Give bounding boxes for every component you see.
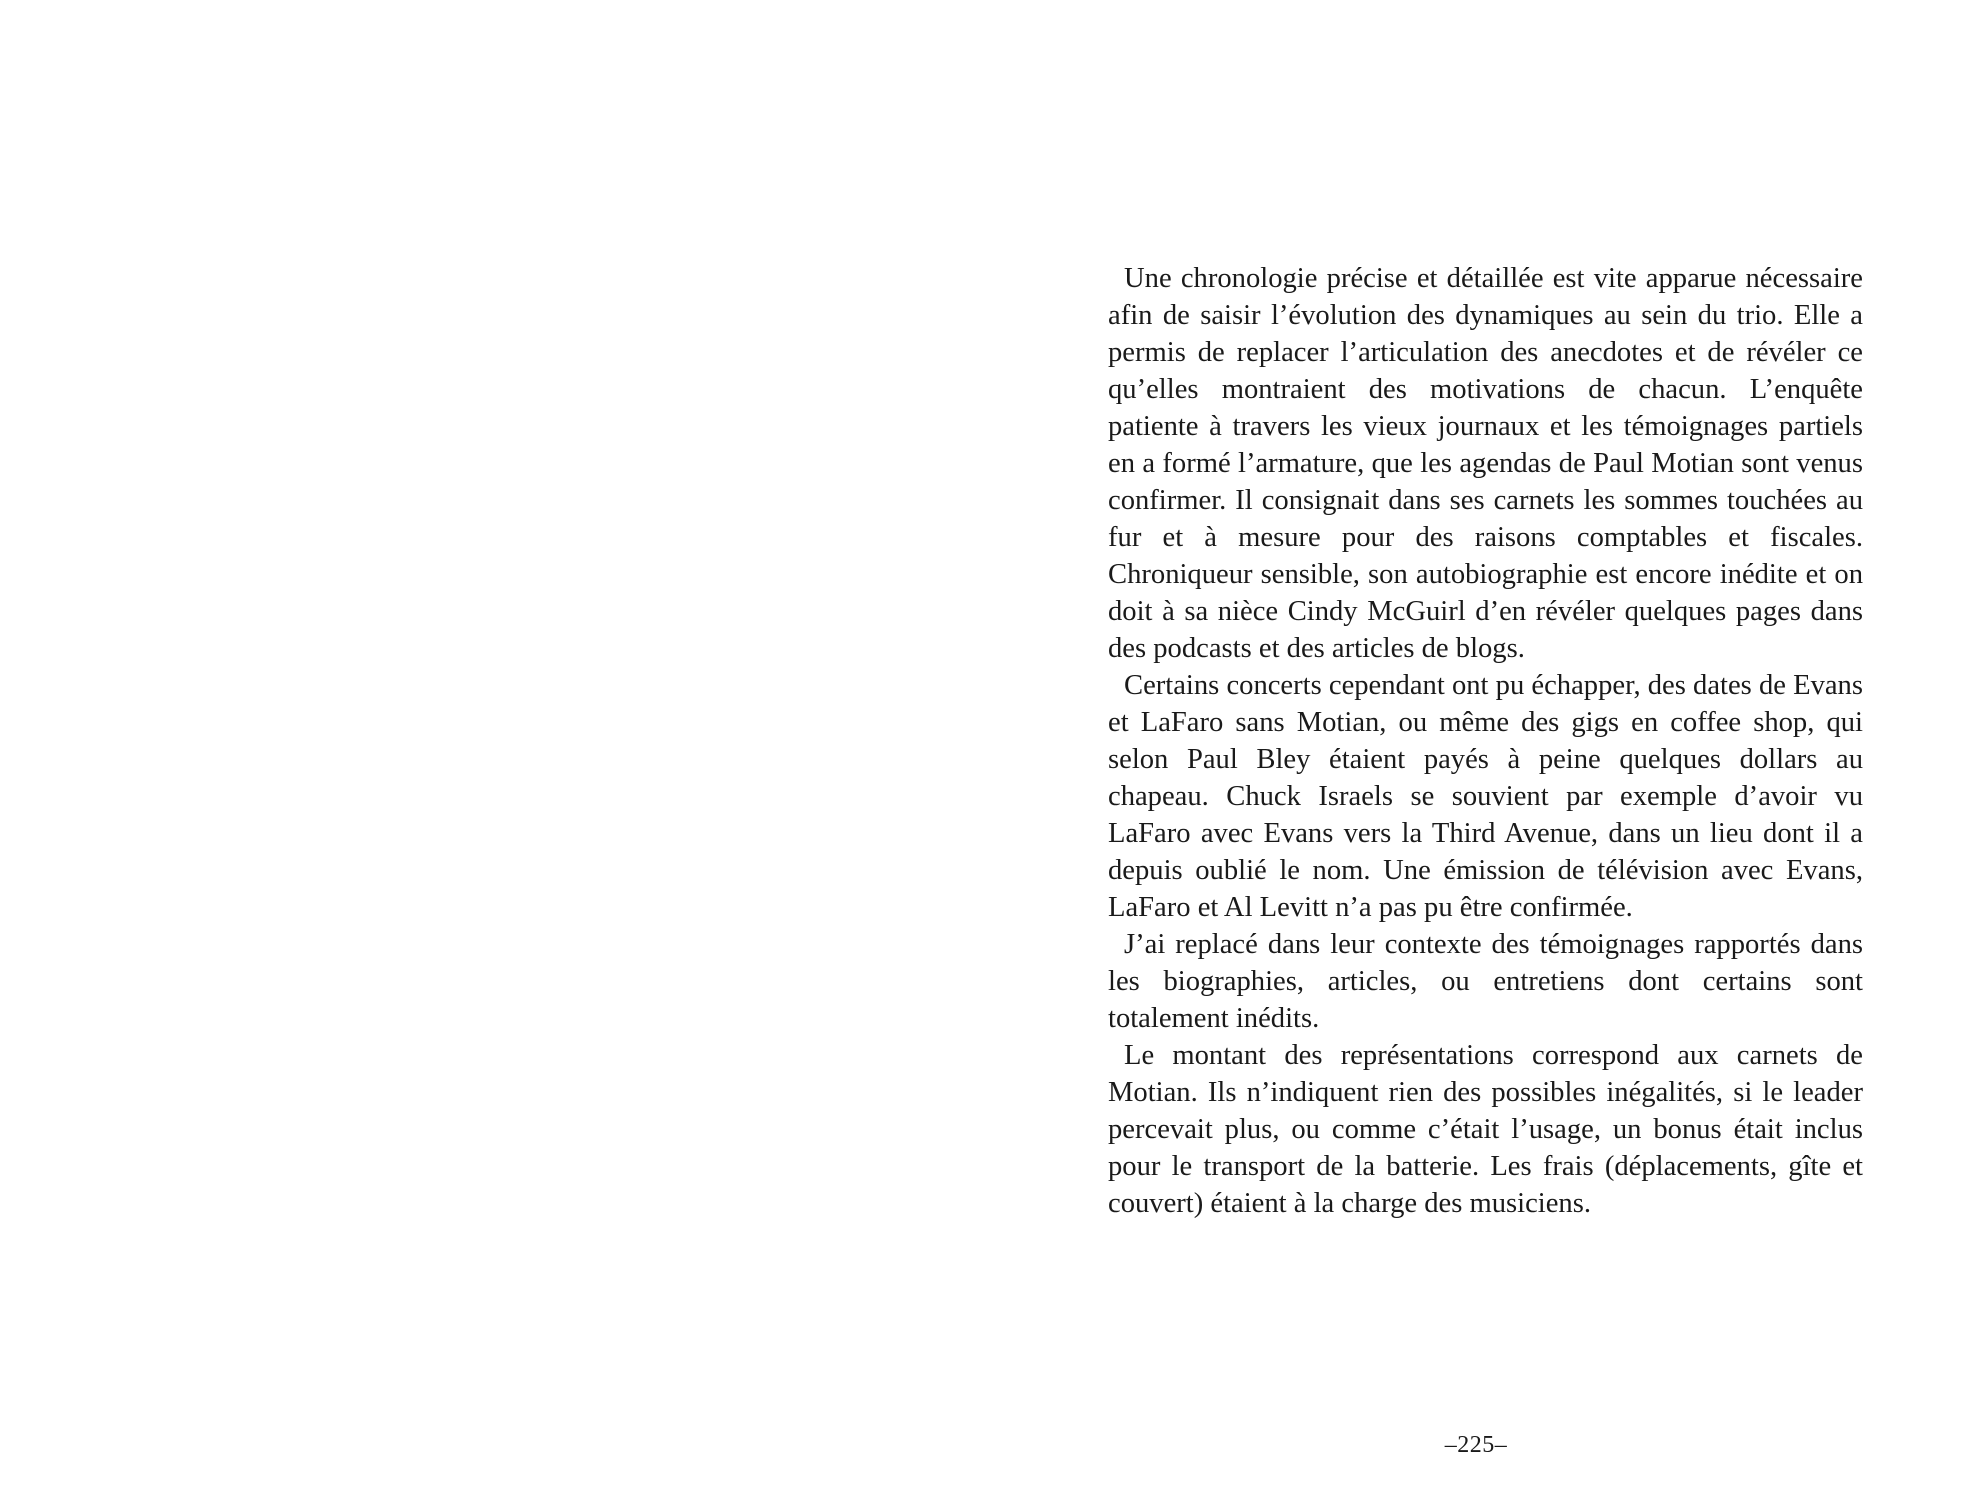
right-page [984, 0, 1968, 1496]
paragraph-3: J’ai replacé dans leur contexte des témoignages rapportés dans les biographies, articles, ou entretiens dont certains sont totalement inédits. [1108, 929, 1863, 1034]
paragraph-1: Une chronologie précise et détaillée est vite apparue nécessaire afin de saisir l’évolution des dynamiques au sein du trio. Elle a permis de replacer l’articulation des anecdotes et de révéler ce qu’elles montraient des motivations de chacun. L’enquête patiente à travers les vieux journaux et les témoignages partiels en a formé l’armature, que les agendas de Paul Motian sont venus confirmer. Il consignait dans ses carnets les sommes touchées au fur et à mesure pour des raisons comptables et fiscales. Chroniqueur sensible, son autobiographie est encore inédite et on doit à sa nièce Cindy McGuirl d’en révéler quelques pages dans des podcasts et des articles de blogs. [1108, 263, 1863, 664]
body-text [1108, 260, 1863, 1222]
paragraph-4: Le montant des représentations correspond aux carnets de Motian. Ils n’indiquent rien des possibles inégalités, si le leader percevait plus, ou comme c’était l’usage, un bonus était inclus pour le transport de la batterie. Les frais (déplacements, gîte et couvert) étaient à la charge des musiciens. [1108, 1040, 1863, 1219]
page-number: –225– [1444, 1432, 1508, 1458]
paragraph-2: Certains concerts cependant ont pu échapper, des dates de Evans et LaFaro sans Motian, ou même des gigs en coffee shop, qui selon Paul Bley étaient payés à peine quelques dollars au chapeau. Chuck Israels se souvient par exemple d’avoir vu LaFaro avec Evans vers la Third Avenue, dans un lieu dont il a depuis oublié le nom. Une émission de télévision avec Evans, LaFaro et Al Levitt n’a pas pu être confirmée. [1108, 670, 1863, 923]
